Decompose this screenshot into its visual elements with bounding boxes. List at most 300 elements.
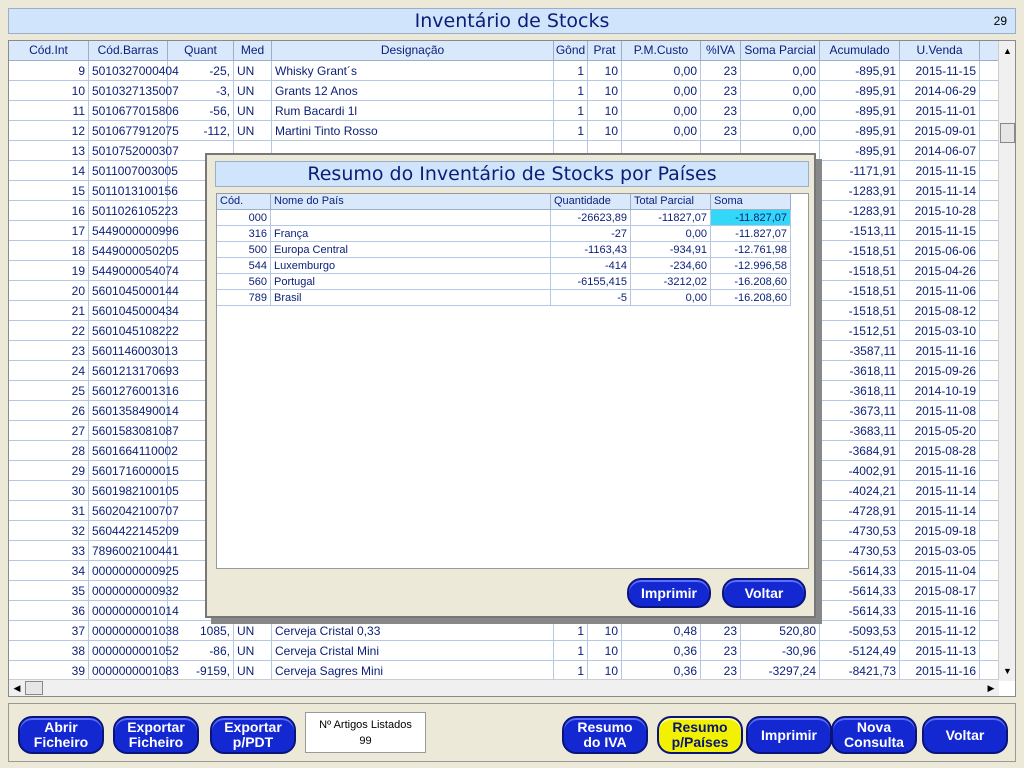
- table-cell: -4024,21: [820, 481, 900, 501]
- table-cell: Martini Tinto Rosso: [272, 121, 554, 141]
- table-cell: 5601583081087: [89, 421, 168, 441]
- table-cell: [980, 501, 999, 521]
- table-cell: 10: [588, 101, 622, 121]
- table-cell: [980, 181, 999, 201]
- table-cell: 2015-06-06: [900, 241, 980, 261]
- table-cell: 0000000001083: [89, 661, 168, 681]
- table-cell: 31: [9, 501, 89, 521]
- table-cell: 0,00: [622, 121, 701, 141]
- table-cell: -112,: [168, 121, 234, 141]
- dialog-table-cell: -934,91: [631, 242, 711, 258]
- footer-toolbar: [8, 703, 1016, 762]
- table-cell: 5449000000996: [89, 221, 168, 241]
- table-cell: 2015-11-12: [900, 621, 980, 641]
- table-cell: [980, 661, 999, 681]
- table-cell: 32: [9, 521, 89, 541]
- table-cell: 2015-11-04: [900, 561, 980, 581]
- table-cell: -3618,11: [820, 381, 900, 401]
- table-cell: [980, 221, 999, 241]
- table-cell: 23: [701, 621, 741, 641]
- table-cell: -25,: [168, 61, 234, 81]
- table-cell: [980, 241, 999, 261]
- table-cell: 2015-04-26: [900, 261, 980, 281]
- column-header[interactable]: P.M.Custo: [622, 41, 701, 61]
- table-cell: 16: [9, 201, 89, 221]
- dialog-table-cell: -234,60: [631, 258, 711, 274]
- dialog-table-cell: -11.827,07: [711, 226, 791, 242]
- table-cell: 2015-08-28: [900, 441, 980, 461]
- table-cell: 5601276001316: [89, 381, 168, 401]
- table-cell: -4728,91: [820, 501, 900, 521]
- table-cell: -1518,51: [820, 261, 900, 281]
- table-cell: 10: [588, 121, 622, 141]
- table-cell: -86,: [168, 641, 234, 661]
- vat-summary-label-1: Resumo: [577, 719, 633, 735]
- table-cell: -895,91: [820, 101, 900, 121]
- table-cell: -5614,33: [820, 581, 900, 601]
- table-cell: [980, 641, 999, 661]
- dialog-table-cell: Brasil: [271, 290, 551, 306]
- table-cell: 2015-11-14: [900, 181, 980, 201]
- column-header[interactable]: Med: [234, 41, 272, 61]
- table-cell: [980, 461, 999, 481]
- export-pdt-button[interactable]: [210, 716, 296, 754]
- table-cell: UN: [234, 121, 272, 141]
- dialog-column-header[interactable]: Quantidade: [551, 194, 631, 210]
- table-cell: 9: [9, 61, 89, 81]
- table-cell: -5614,33: [820, 601, 900, 621]
- table-cell: [980, 281, 999, 301]
- dialog-table-row[interactable]: [217, 210, 792, 226]
- dialog-table-row[interactable]: [217, 242, 792, 258]
- table-cell: 18: [9, 241, 89, 261]
- table-cell: 2015-11-16: [900, 661, 980, 681]
- table-cell: 2015-11-15: [900, 61, 980, 81]
- table-cell: 2015-03-10: [900, 321, 980, 341]
- table-cell: [980, 601, 999, 621]
- table-cell: 1: [554, 101, 588, 121]
- dialog-table-cell: 000: [217, 210, 271, 226]
- table-cell: 0,48: [622, 621, 701, 641]
- table-cell: 0,00: [622, 101, 701, 121]
- dialog-table-cell: -11.827,07: [711, 210, 791, 226]
- table-cell: 20: [9, 281, 89, 301]
- dialog-table-cell: França: [271, 226, 551, 242]
- table-cell: 10: [588, 661, 622, 681]
- table-cell: 5601358490014: [89, 401, 168, 421]
- vat-summary-button[interactable]: [562, 716, 648, 754]
- page-title: Inventário de Stocks: [414, 10, 610, 32]
- table-cell: [980, 481, 999, 501]
- table-cell: 1: [554, 641, 588, 661]
- table-cell: Cerveja Cristal 0,33: [272, 621, 554, 641]
- title-bar: [8, 8, 1016, 34]
- table-cell: Cerveja Cristal Mini: [272, 641, 554, 661]
- table-cell: 0,00: [741, 101, 820, 121]
- dialog-table-row[interactable]: [217, 274, 792, 290]
- table-cell: -3,: [168, 81, 234, 101]
- scroll-down-icon[interactable]: ▼: [1003, 666, 1012, 676]
- table-cell: -3684,91: [820, 441, 900, 461]
- country-summary-label-2: p/Países: [671, 734, 729, 750]
- column-header[interactable]: U.Venda: [900, 41, 980, 61]
- column-header[interactable]: %IVA: [701, 41, 741, 61]
- open-file-button[interactable]: [18, 716, 104, 754]
- table-cell: Rum Bacardi 1l: [272, 101, 554, 121]
- table-cell: [980, 341, 999, 361]
- table-cell: 33: [9, 541, 89, 561]
- table-cell: 24: [9, 361, 89, 381]
- table-row[interactable]: [9, 661, 999, 681]
- table-cell: -8421,73: [820, 661, 900, 681]
- table-cell: -5093,53: [820, 621, 900, 641]
- table-cell: 1: [554, 121, 588, 141]
- vat-summary-label-2: do IVA: [583, 734, 627, 750]
- scroll-left-icon[interactable]: ◀: [13, 683, 21, 693]
- table-cell: [980, 561, 999, 581]
- table-cell: 26: [9, 401, 89, 421]
- print-button[interactable]: [746, 716, 832, 754]
- table-cell: -895,91: [820, 61, 900, 81]
- table-cell: 2015-11-14: [900, 501, 980, 521]
- dialog-table-cell: 0,00: [631, 226, 711, 242]
- dialog-table-cell: [271, 210, 551, 226]
- table-cell: 0000000001014: [89, 601, 168, 621]
- table-cell: 0000000000932: [89, 581, 168, 601]
- table-cell: 2015-11-15: [900, 161, 980, 181]
- table-cell: 5601716000015: [89, 461, 168, 481]
- table-cell: -9159,: [168, 661, 234, 681]
- table-cell: [980, 121, 999, 141]
- table-cell: 2015-11-14: [900, 481, 980, 501]
- country-summary-grid[interactable]: [216, 193, 809, 569]
- column-header[interactable]: Gônd: [554, 41, 588, 61]
- table-cell: 0000000000925: [89, 561, 168, 581]
- dialog-table-cell: -5: [551, 290, 631, 306]
- table-cell: -1283,91: [820, 181, 900, 201]
- table-cell: [980, 421, 999, 441]
- table-cell: 13: [9, 141, 89, 161]
- table-cell: 5449000050205: [89, 241, 168, 261]
- table-cell: 5601213170693: [89, 361, 168, 381]
- table-cell: UN: [234, 61, 272, 81]
- table-cell: 5601045108222: [89, 321, 168, 341]
- table-cell: -895,91: [820, 81, 900, 101]
- dialog-back-button[interactable]: [722, 578, 806, 608]
- table-cell: 2015-10-28: [900, 201, 980, 221]
- table-cell: 5601045000144: [89, 281, 168, 301]
- table-cell: 1: [554, 61, 588, 81]
- table-cell: 0,00: [622, 61, 701, 81]
- table-row[interactable]: [9, 121, 999, 141]
- column-header[interactable]: Acumulado: [820, 41, 900, 61]
- table-cell: 5010677015806: [89, 101, 168, 121]
- dialog-table-cell: Portugal: [271, 274, 551, 290]
- table-cell: -1283,91: [820, 201, 900, 221]
- dialog-column-header[interactable]: Cód.: [217, 194, 271, 210]
- table-cell: -3618,11: [820, 361, 900, 381]
- table-row[interactable]: [9, 621, 999, 641]
- column-header[interactable]: Designação: [272, 41, 554, 61]
- horizontal-scrollbar[interactable]: [9, 679, 999, 696]
- table-cell: 28: [9, 441, 89, 461]
- table-cell: 2015-11-13: [900, 641, 980, 661]
- dialog-table-cell: -414: [551, 258, 631, 274]
- table-cell: 5011013100156: [89, 181, 168, 201]
- table-cell: 2015-09-18: [900, 521, 980, 541]
- table-cell: 5601982100105: [89, 481, 168, 501]
- table-cell: 2015-11-08: [900, 401, 980, 421]
- table-cell: 5010752000307: [89, 141, 168, 161]
- table-cell: 23: [701, 121, 741, 141]
- dialog-table-row[interactable]: [217, 290, 792, 306]
- table-cell: 2014-10-19: [900, 381, 980, 401]
- dialog-print-button[interactable]: [627, 578, 711, 608]
- table-cell: 10: [588, 641, 622, 661]
- table-cell: 23: [701, 661, 741, 681]
- export-file-label-2: Ficheiro: [128, 734, 184, 750]
- grid-header: [9, 41, 999, 61]
- table-cell: Grants 12 Anos: [272, 81, 554, 101]
- table-row[interactable]: [9, 61, 999, 81]
- table-cell: [980, 381, 999, 401]
- dialog-table-cell: -11827,07: [631, 210, 711, 226]
- table-cell: -4002,91: [820, 461, 900, 481]
- column-header[interactable]: Prat: [588, 41, 622, 61]
- dialog-table-cell: Luxemburgo: [271, 258, 551, 274]
- table-cell: -1518,51: [820, 281, 900, 301]
- dialog-column-header[interactable]: Soma: [711, 194, 791, 210]
- column-header[interactable]: Cód.Int: [9, 41, 89, 61]
- new-query-button[interactable]: [831, 716, 917, 754]
- dialog-table-cell: -3212,02: [631, 274, 711, 290]
- table-cell: 27: [9, 421, 89, 441]
- table-cell: 1: [554, 81, 588, 101]
- country-summary-button[interactable]: [657, 716, 743, 754]
- table-cell: UN: [234, 81, 272, 101]
- table-cell: 35: [9, 581, 89, 601]
- table-cell: 2015-11-01: [900, 101, 980, 121]
- table-cell: -1171,91: [820, 161, 900, 181]
- dialog-table-cell: Europa Central: [271, 242, 551, 258]
- table-cell: 0,00: [741, 61, 820, 81]
- table-cell: 1: [554, 621, 588, 641]
- table-cell: -3297,24: [741, 661, 820, 681]
- table-cell: 14: [9, 161, 89, 181]
- table-cell: 5010327135007: [89, 81, 168, 101]
- export-pdt-label-2: p/PDT: [232, 734, 274, 750]
- dialog-back-label: Voltar: [744, 584, 784, 601]
- table-cell: 10: [588, 61, 622, 81]
- table-cell: -1518,51: [820, 241, 900, 261]
- table-cell: 23: [701, 641, 741, 661]
- back-label: Voltar: [945, 726, 985, 743]
- table-cell: 5010677912075: [89, 121, 168, 141]
- export-file-button[interactable]: [113, 716, 199, 754]
- table-cell: -30,96: [741, 641, 820, 661]
- table-cell: 2015-05-20: [900, 421, 980, 441]
- table-cell: 19: [9, 261, 89, 281]
- table-cell: 5601664110002: [89, 441, 168, 461]
- back-button[interactable]: [922, 716, 1008, 754]
- table-cell: 5601045000434: [89, 301, 168, 321]
- table-cell: 30: [9, 481, 89, 501]
- dialog-table-cell: 560: [217, 274, 271, 290]
- vertical-scrollbar[interactable]: [998, 41, 1015, 681]
- table-row[interactable]: [9, 81, 999, 101]
- table-cell: 2015-08-17: [900, 581, 980, 601]
- table-cell: -1513,11: [820, 221, 900, 241]
- dialog-table-cell: -16.208,60: [711, 290, 791, 306]
- table-cell: -1512,51: [820, 321, 900, 341]
- dialog-title: Resumo do Inventário de Stocks por Países: [215, 161, 809, 187]
- table-cell: [980, 261, 999, 281]
- vertical-scroll-thumb[interactable]: [1000, 123, 1015, 143]
- table-cell: 2015-11-16: [900, 601, 980, 621]
- table-cell: 38: [9, 641, 89, 661]
- table-cell: 36: [9, 601, 89, 621]
- table-cell: -5124,49: [820, 641, 900, 661]
- table-cell: 5602042100707: [89, 501, 168, 521]
- dialog-table-row[interactable]: [217, 258, 792, 274]
- table-cell: 2015-09-01: [900, 121, 980, 141]
- table-cell: 5011026105223: [89, 201, 168, 221]
- table-cell: -895,91: [820, 141, 900, 161]
- table-cell: -4730,53: [820, 521, 900, 541]
- open-file-label-2: Ficheiro: [33, 734, 89, 750]
- table-cell: 0,36: [622, 661, 701, 681]
- table-cell: 23: [701, 61, 741, 81]
- table-cell: [980, 61, 999, 81]
- table-cell: [980, 321, 999, 341]
- table-cell: 29: [9, 461, 89, 481]
- article-count-box: [305, 712, 426, 753]
- table-cell: [980, 361, 999, 381]
- table-cell: 2015-11-16: [900, 461, 980, 481]
- dialog-table-cell: -1163,43: [551, 242, 631, 258]
- table-cell: [980, 141, 999, 161]
- column-header[interactable]: Soma Parcial: [741, 41, 820, 61]
- table-cell: 11: [9, 101, 89, 121]
- table-cell: 0,00: [741, 121, 820, 141]
- dialog-table-row[interactable]: [217, 226, 792, 242]
- table-cell: -3683,11: [820, 421, 900, 441]
- table-cell: 2014-06-29: [900, 81, 980, 101]
- table-cell: 520,80: [741, 621, 820, 641]
- table-cell: [980, 301, 999, 321]
- scroll-up-icon[interactable]: ▲: [1003, 46, 1012, 56]
- table-cell: 10: [588, 81, 622, 101]
- dialog-table-cell: 789: [217, 290, 271, 306]
- table-cell: 7896002100441: [89, 541, 168, 561]
- table-cell: -56,: [168, 101, 234, 121]
- dialog-column-header[interactable]: Nome do País: [271, 194, 551, 210]
- print-label: Imprimir: [760, 726, 817, 743]
- dialog-column-header[interactable]: Total Parcial: [631, 194, 711, 210]
- table-cell: -1518,51: [820, 301, 900, 321]
- table-cell: 23: [701, 81, 741, 101]
- table-cell: [980, 101, 999, 121]
- dialog-table-cell: -16.208,60: [711, 274, 791, 290]
- dialog-table-cell: -27: [551, 226, 631, 242]
- dialog-table-cell: -6155,415: [551, 274, 631, 290]
- dialog-table-cell: 316: [217, 226, 271, 242]
- table-cell: [980, 81, 999, 101]
- table-row[interactable]: [9, 641, 999, 661]
- table-cell: UN: [234, 101, 272, 121]
- table-cell: 34: [9, 561, 89, 581]
- table-cell: UN: [234, 661, 272, 681]
- table-cell: 5011007003005: [89, 161, 168, 181]
- export-file-label-1: Exportar: [127, 719, 185, 735]
- table-cell: 1: [554, 661, 588, 681]
- table-cell: 2015-11-15: [900, 221, 980, 241]
- country-summary-label-1: Resumo: [672, 719, 728, 735]
- table-cell: [980, 621, 999, 641]
- table-cell: [980, 401, 999, 421]
- export-pdt-label-1: Exportar: [224, 719, 282, 735]
- table-cell: 25: [9, 381, 89, 401]
- table-cell: Whisky Grant´s: [272, 61, 554, 81]
- dialog-table-cell: 544: [217, 258, 271, 274]
- table-cell: UN: [234, 621, 272, 641]
- column-header[interactable]: Cód.Barras: [89, 41, 168, 61]
- article-count-label: Nº Artigos Listados: [319, 719, 412, 731]
- table-cell: 37: [9, 621, 89, 641]
- table-cell: 17: [9, 221, 89, 241]
- table-cell: [980, 521, 999, 541]
- open-file-label-1: Abrir: [44, 719, 78, 735]
- table-cell: 1085,: [168, 621, 234, 641]
- column-header[interactable]: [980, 41, 999, 61]
- table-cell: 2015-08-12: [900, 301, 980, 321]
- table-cell: 10: [588, 621, 622, 641]
- column-header[interactable]: Quant: [168, 41, 234, 61]
- country-summary-dialog: [205, 153, 816, 618]
- table-cell: -895,91: [820, 121, 900, 141]
- table-cell: 2015-03-05: [900, 541, 980, 561]
- new-query-label-1: Nova: [856, 719, 892, 735]
- table-cell: 12: [9, 121, 89, 141]
- dialog-table-cell: -26623,89: [551, 210, 631, 226]
- dialog-table-cell: -12.996,58: [711, 258, 791, 274]
- table-cell: 2014-06-07: [900, 141, 980, 161]
- table-cell: 0000000001052: [89, 641, 168, 661]
- table-cell: 22: [9, 321, 89, 341]
- table-cell: 0,00: [741, 81, 820, 101]
- table-cell: 5604422145209: [89, 521, 168, 541]
- table-row[interactable]: [9, 101, 999, 121]
- table-cell: [980, 581, 999, 601]
- dialog-table-cell: 0,00: [631, 290, 711, 306]
- dialog-print-label: Imprimir: [640, 584, 697, 601]
- table-cell: 10: [9, 81, 89, 101]
- title-count: 29: [993, 14, 1007, 28]
- new-query-label-2: Consulta: [844, 734, 904, 750]
- table-cell: 5449000054074: [89, 261, 168, 281]
- horizontal-scroll-thumb[interactable]: [25, 681, 43, 695]
- table-cell: [980, 201, 999, 221]
- table-cell: -3587,11: [820, 341, 900, 361]
- dialog-table-cell: -12.761,98: [711, 242, 791, 258]
- dialog-table-cell: 500: [217, 242, 271, 258]
- table-cell: 21: [9, 301, 89, 321]
- table-cell: -3673,11: [820, 401, 900, 421]
- table-cell: [980, 161, 999, 181]
- table-cell: 2015-11-16: [900, 341, 980, 361]
- scroll-right-icon[interactable]: ▶: [987, 683, 995, 693]
- table-cell: 0,00: [622, 81, 701, 101]
